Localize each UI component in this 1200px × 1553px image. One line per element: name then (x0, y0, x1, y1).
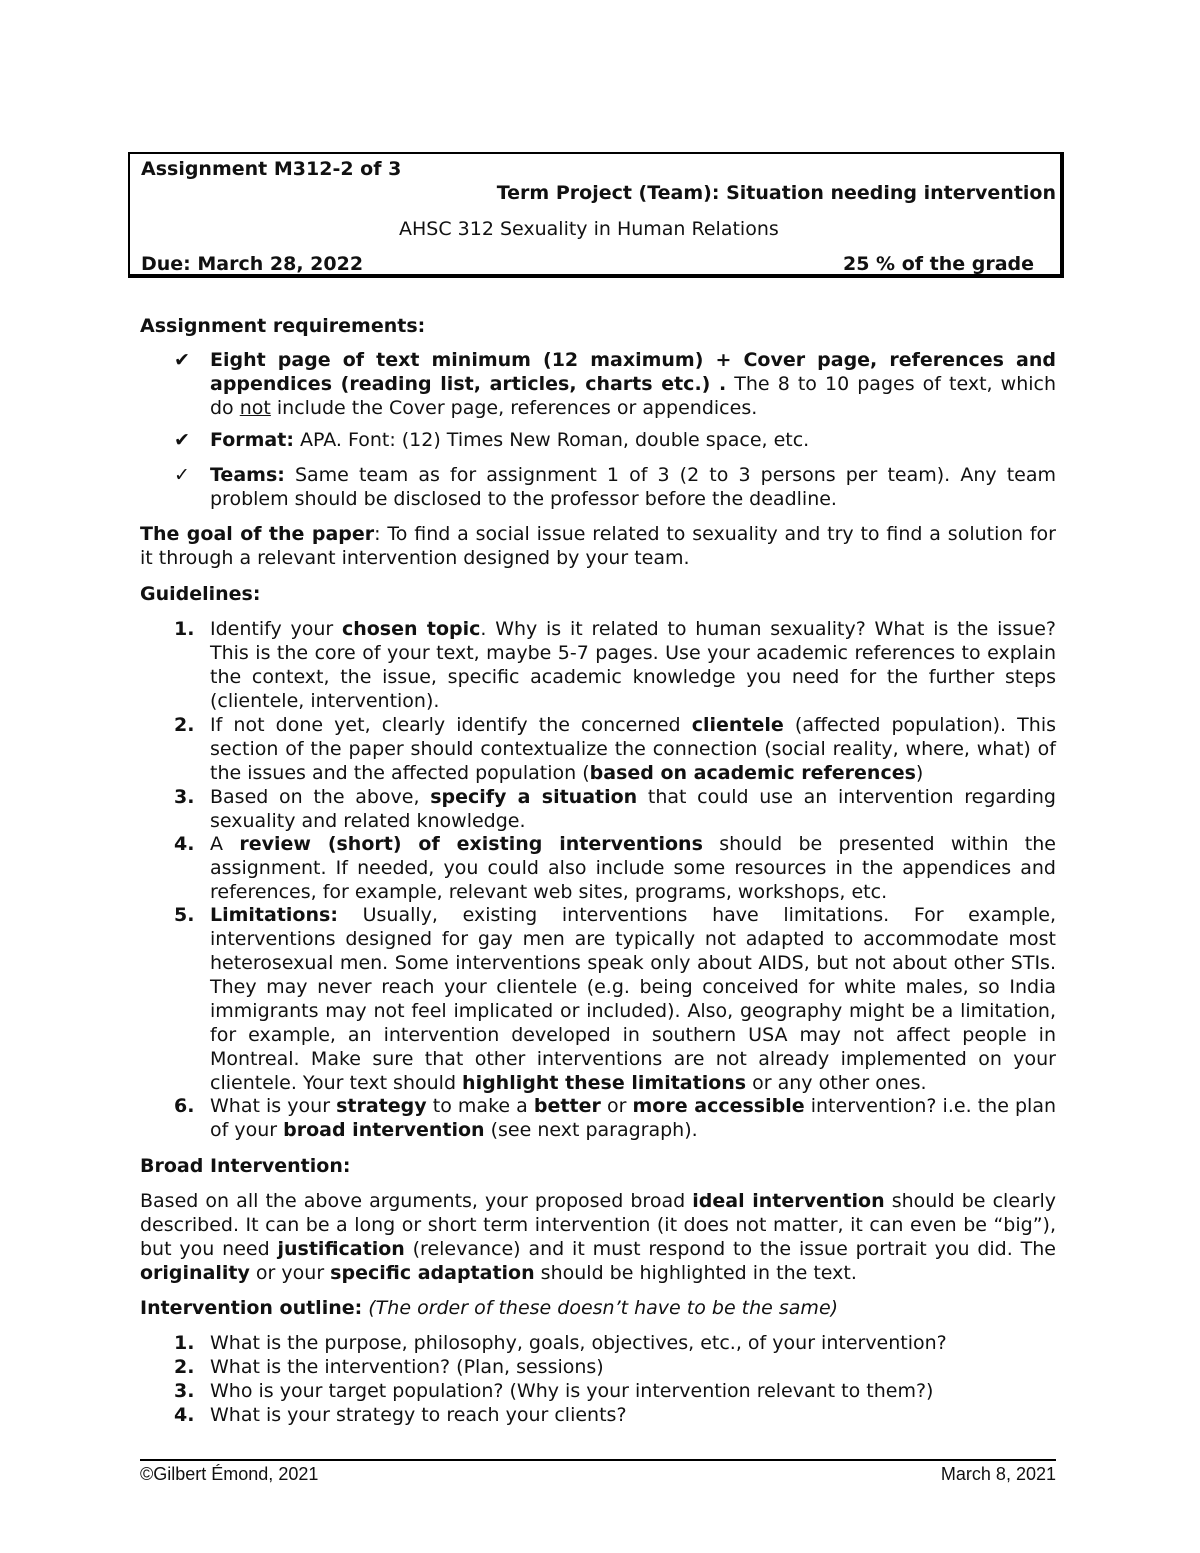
guideline-item: If not done yet, clearly identify the concerned clientele (affected population). This section of the paper should contextualize the connection (social reality, where, what) of the issues and the affected population (based on academic references) (210, 714, 1057, 784)
guideline-item: What is your strategy to make a better or more accessible intervention? i.e. the plan of your broad intervention (see next paragraph). (210, 1095, 1057, 1141)
assignment-number: Assignment M312-2 of 3 (141, 158, 402, 180)
list-number: 3. (174, 1380, 195, 1402)
requirement-format: Format: APA. Font: (12) Times New Roman, double space, etc. (210, 429, 810, 451)
guidelines-heading: Guidelines: (140, 583, 261, 605)
guideline-item: Based on the above, specify a situation that could use an intervention regarding sexuality and related knowledge. (210, 786, 1056, 832)
goal-paragraph: The goal of the paper: To find a social issue related to sexuality and try to find a solution for it through a relevant intervention designed by your team. (140, 523, 1056, 569)
grade-weight: 25 % of the grade (843, 253, 1035, 275)
requirement-teams: Teams: Same team as for assignment 1 of 3 (2 to 3 persons per team). Any team problem should be disclosed to the professor before the deadline. (210, 464, 1056, 510)
list-number: 2. (174, 714, 195, 736)
footer-copyright: ©Gilbert Émond, 2021 (140, 1464, 319, 1484)
list-number: 5. (174, 904, 195, 926)
requirements-heading: Assignment requirements: (140, 315, 426, 337)
broad-intervention-heading: Broad Intervention: (140, 1155, 351, 1177)
footer-divider (140, 1459, 1056, 1461)
guideline-item: Limitations: Usually, existing interventions have limitations. For example, interventions designed for gay men are typically not adapted to accommodate most heterosexual men. Some interventions speak only about AIDS, but not about other STIs. They may never reach your clientele (e.g. being conceived for white males, so India immigrants may not feel implicated or included). Also, geography might be a limitation, for example, an intervention developed in southern USA may not affect people in Montreal. Make sure that other interventions are not already implemented on your clientele. Your text should highlight these limitations or any other ones. (210, 904, 1056, 1094)
list-number: 4. (174, 1404, 195, 1426)
footer-date: March 8, 2021 (940, 1464, 1056, 1484)
check-icon: ✔ (174, 429, 190, 451)
list-number: 1. (174, 1332, 195, 1354)
outline-item: What is your strategy to reach your clients? (210, 1404, 627, 1426)
outline-item: What is the intervention? (Plan, sessions) (210, 1356, 604, 1378)
check-icon: ✓ (174, 464, 190, 486)
due-date: Due: March 28, 2022 (141, 253, 364, 275)
check-icon: ✔ (174, 349, 190, 371)
guideline-item: A review (short) of existing interventions should be presented within the assignment. If needed, you could also include some resources in the appendices and references, for example, relevant web sites, programs, workshops, etc. (210, 833, 1056, 903)
outline-item: What is the purpose, philosophy, goals, objectives, etc., of your intervention? (210, 1332, 947, 1354)
list-number: 3. (174, 786, 195, 808)
project-title: Term Project (Team): Situation needing intervention (496, 182, 1056, 204)
guideline-item: Identify your chosen topic. Why is it related to human sexuality? What is the issue? This is the core of your text, maybe 5-7 pages. Use your academic references to explain the context, the issue, specific academic knowledge you need for the further steps (clientele, intervention). (210, 618, 1056, 712)
course-name: AHSC 312 Sexuality in Human Relations (399, 218, 779, 240)
outline-heading: Intervention outline: (The order of these doesn’t have to be the same) (140, 1297, 839, 1319)
list-number: 6. (174, 1095, 195, 1117)
requirement-pages: Eight page of text minimum (12 maximum) + Cover page, references and appendices (reading list, articles, charts etc.) . The 8 to 10 pages of text, which do not include the Cover page, references or appendices. (210, 349, 1057, 419)
list-number: 2. (174, 1356, 195, 1378)
broad-intervention-paragraph: Based on all the above arguments, your proposed broad ideal intervention should be clearly described. It can be a long or short term intervention (it does not matter, it can even be “big”), but you need justification (relevance) and it must respond to the issue portrait you did. The originality or your specific adaptation should be highlighted in the text. (140, 1190, 1056, 1284)
outline-item: Who is your target population? (Why is your intervention relevant to them?) (210, 1380, 934, 1402)
list-number: 4. (174, 833, 195, 855)
list-number: 1. (174, 618, 195, 640)
